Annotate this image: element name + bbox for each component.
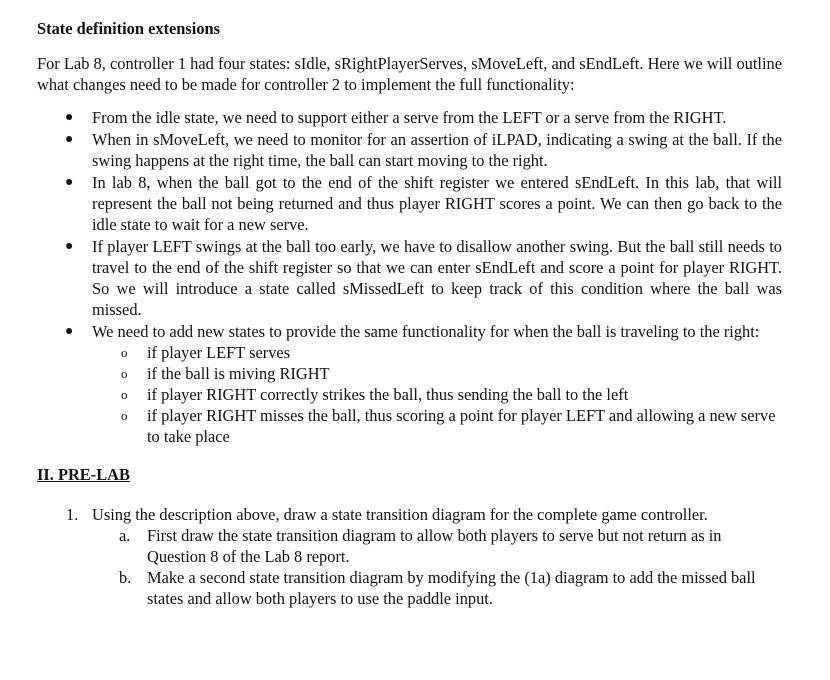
list-item-text: If player LEFT swings at the ball too early, we have to disallow another swing. But the ball still needs to travel to the end of the shift register so that we can enter sEndLeft and score a point for player RIGHT. So we will introduce a state called sMissedLeft to keep track of this condition where the ball was missed.	[92, 237, 782, 319]
question-part-letter: a.	[119, 526, 131, 545]
sub-list-item-text: if player LEFT serves	[147, 343, 291, 362]
question-parts	[92, 525, 782, 609]
list-item-text: We need to add new states to provide the same functionality for when the ball is traveling to the right:	[92, 322, 760, 341]
section-heading: State definition extensions	[37, 19, 221, 38]
bullet-icon: ●	[65, 175, 74, 190]
question-part	[119, 567, 782, 609]
list-item	[65, 236, 782, 320]
sub-list-item	[121, 342, 782, 363]
sub-list-item	[121, 384, 782, 405]
bullet-list	[37, 107, 782, 447]
sub-list-item-text: if player RIGHT correctly strikes the ball, thus sending the ball to the left	[147, 385, 629, 404]
document-page	[37, 18, 782, 609]
list-item-text: In lab 8, when the ball got to the end of the shift register we entered sEndLeft. In this lab, that will represent the ball not being returned and thus player RIGHT scores a point. We can then go back to the idle state to wait for a new serve.	[92, 173, 782, 234]
question-part	[119, 525, 782, 567]
bullet-icon: ●	[65, 324, 74, 339]
intro-paragraph: For Lab 8, controller 1 had four states: sIdle, sRightPlayerServes, sMoveLeft, and sEndLeft. Here we will outline what changes need to be made for controller 2 to implement the full functionality:	[37, 54, 782, 94]
bullet-icon: ●	[65, 110, 74, 125]
bullet-icon: ●	[65, 132, 74, 147]
list-item	[65, 172, 782, 235]
list-item	[65, 107, 782, 128]
sub-bullet-list	[92, 342, 782, 447]
question-list	[37, 504, 782, 609]
question-part-text: First draw the state transition diagram to allow both players to serve but not return as in Question 8 of the Lab 8 report.	[147, 526, 722, 566]
sub-list-item-text: if the ball is miving RIGHT	[147, 364, 330, 383]
question-item	[66, 504, 782, 609]
list-item	[65, 129, 782, 171]
bullet-icon: ●	[65, 239, 74, 254]
circle-bullet-icon: o	[121, 408, 128, 423]
list-item	[65, 321, 782, 447]
prelab-heading: II. PRE-LAB	[37, 465, 130, 484]
list-item-text: From the idle state, we need to support either a serve from the LEFT or a serve from the RIGHT.	[92, 108, 727, 127]
sub-list-item-text: if player RIGHT misses the ball, thus scoring a point for player LEFT and allowing a new serve to take place	[147, 406, 776, 446]
question-number: 1.	[66, 505, 79, 524]
question-part-text: Make a second state transition diagram by modifying the (1a) diagram to add the missed ball states and allow both players to use the paddle input.	[147, 568, 756, 608]
question-part-letter: b.	[119, 568, 132, 587]
circle-bullet-icon: o	[121, 387, 128, 402]
sub-list-item	[121, 405, 782, 447]
circle-bullet-icon: o	[121, 345, 128, 360]
circle-bullet-icon: o	[121, 366, 128, 381]
question-text: Using the description above, draw a state transition diagram for the complete game controller.	[92, 505, 708, 524]
sub-list-item	[121, 363, 782, 384]
list-item-text: When in sMoveLeft, we need to monitor for an assertion of iLPAD, indicating a swing at the ball. If the swing happens at the right time, the ball can start moving to the right.	[92, 130, 782, 170]
